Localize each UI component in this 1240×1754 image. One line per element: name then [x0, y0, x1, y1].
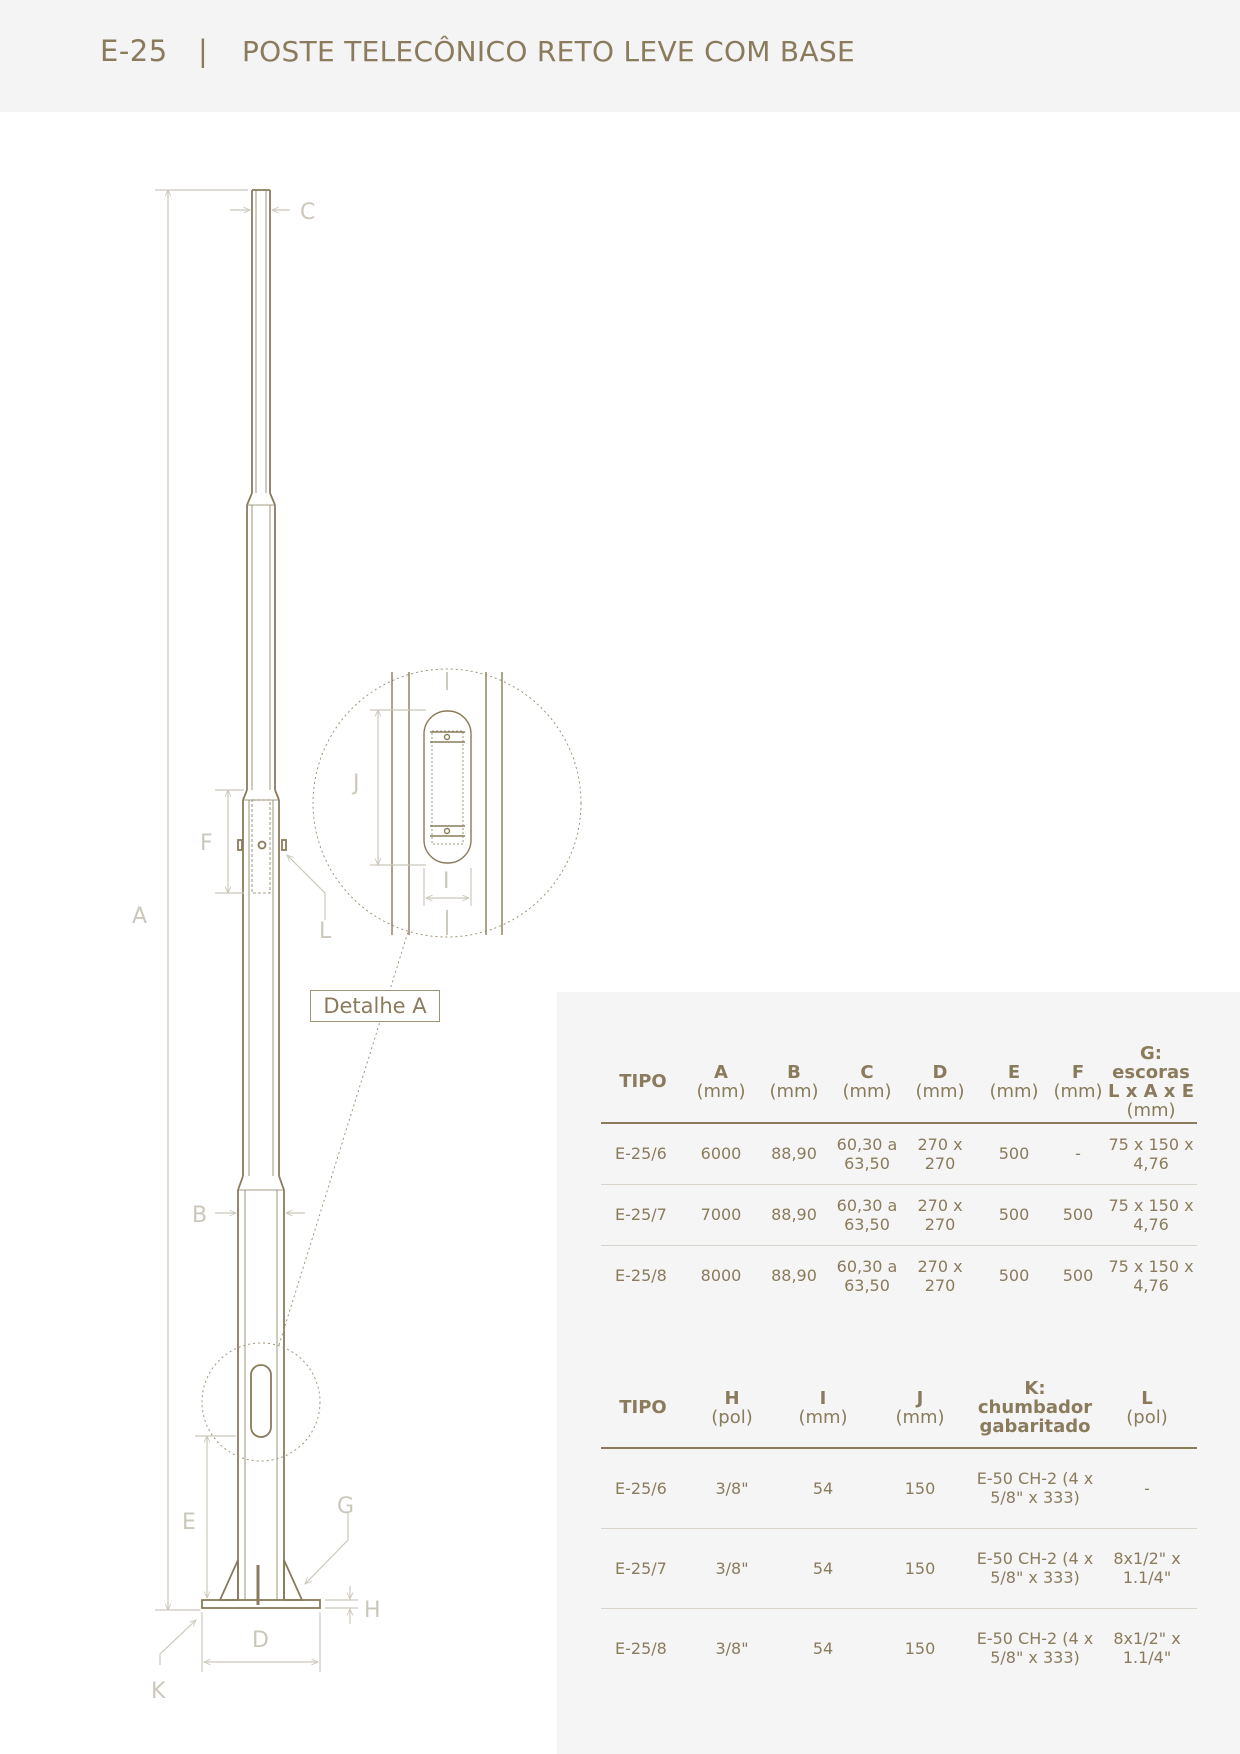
cell-i: 54 [812, 1478, 834, 1498]
cell-d: 270 x 270 [917, 1195, 963, 1234]
pole-outline [202, 190, 320, 1608]
accessories-table [601, 1368, 1197, 1688]
cell-e: 500 [998, 1205, 1030, 1224]
col-header-d: D (mm) [915, 1061, 965, 1102]
col-header-h: H (pol) [711, 1387, 753, 1428]
cell-a: 7000 [700, 1205, 742, 1224]
cell-h: 3/8" [715, 1478, 749, 1498]
detail-dimension-lines [370, 710, 471, 906]
cell-b: 88,90 [771, 1205, 817, 1224]
cell-tipo: E-25/8 [615, 1638, 667, 1658]
dim-label-b: B [192, 1203, 208, 1228]
product-title: POSTE TELECÔNICO RETO LEVE COM BASE [242, 35, 855, 68]
col-header-i: I (mm) [798, 1387, 848, 1428]
col-header-e: E (mm) [989, 1061, 1039, 1102]
dimensions-table [601, 1041, 1197, 1306]
cell-c: 60,30 a 63,50 [836, 1195, 898, 1234]
col-header-b: B (mm) [769, 1061, 819, 1102]
cell-e: 500 [998, 1144, 1030, 1164]
dim-label-i: I [443, 869, 450, 894]
cell-h: 3/8" [715, 1558, 749, 1578]
cell-b: 88,90 [771, 1144, 817, 1164]
cell-g: 75 x 150 x 4,76 [1108, 1195, 1194, 1234]
cell-b: 88,90 [771, 1266, 817, 1286]
col-header-tipo: TIPO [619, 1397, 667, 1418]
col-header-k: K: chumbador gabaritado [977, 1378, 1093, 1437]
col-header-g: G: escoras L x A x E (mm) [1108, 1042, 1194, 1121]
specs-panel [557, 992, 1240, 1754]
cell-tipo: E-25/6 [615, 1144, 667, 1164]
cell-i: 54 [812, 1558, 834, 1578]
table-row [601, 1448, 1197, 1528]
dim-label-c: C [300, 200, 316, 225]
cell-k: E-50 CH-2 (4 x 5/8" x 333) [976, 1629, 1094, 1668]
cell-tipo: E-25/7 [615, 1558, 667, 1578]
dim-label-a: A [132, 904, 148, 929]
dim-label-g: G [337, 1494, 355, 1519]
cell-f: - [1075, 1144, 1081, 1164]
dim-label-h: H [364, 1598, 381, 1623]
cell-j: 150 [904, 1638, 936, 1658]
cell-j: 150 [904, 1478, 936, 1498]
cell-g: 75 x 150 x 4,76 [1108, 1256, 1194, 1295]
cell-c: 60,30 a 63,50 [836, 1256, 898, 1295]
cell-d: 270 x 270 [917, 1134, 963, 1173]
table-row [601, 1528, 1197, 1608]
cell-f: 500 [1062, 1205, 1094, 1224]
detail-a-view [392, 672, 502, 935]
col-header-l: L (pol) [1126, 1387, 1168, 1428]
table-row [601, 1608, 1197, 1688]
cell-j: 150 [904, 1558, 936, 1578]
dim-label-e: E [182, 1510, 196, 1535]
cell-tipo: E-25/8 [615, 1266, 667, 1286]
table-row [601, 1245, 1197, 1306]
cell-a: 8000 [700, 1266, 742, 1286]
detail-a-label: Detalhe A [310, 990, 440, 1022]
col-header-j: J (mm) [895, 1387, 945, 1428]
cell-l: 8x1/2" x 1.1/4" [1113, 1549, 1181, 1587]
cell-tipo: E-25/6 [615, 1478, 667, 1498]
dim-label-f: F [200, 831, 213, 856]
table-header-row [601, 1368, 1197, 1448]
cell-e: 500 [998, 1266, 1030, 1286]
dim-label-l: L [319, 919, 332, 944]
cell-g: 75 x 150 x 4,76 [1108, 1134, 1194, 1173]
cell-d: 270 x 270 [917, 1256, 963, 1295]
header-separator: | [198, 34, 208, 68]
col-header-f: F (mm) [1053, 1061, 1103, 1102]
cell-k: E-50 CH-2 (4 x 5/8" x 333) [976, 1469, 1094, 1508]
table-header-row [601, 1041, 1197, 1123]
cell-l: - [1144, 1478, 1150, 1498]
col-header-a: A (mm) [696, 1061, 746, 1102]
product-code: E-25 [100, 34, 168, 68]
table-row [601, 1184, 1197, 1245]
table-row [601, 1123, 1197, 1184]
dim-label-d: D [252, 1628, 269, 1653]
cell-l: 8x1/2" x 1.1/4" [1113, 1629, 1181, 1668]
dim-label-j: J [353, 771, 360, 796]
cell-f: 500 [1062, 1266, 1094, 1286]
cell-i: 54 [812, 1638, 834, 1658]
cell-a: 6000 [700, 1144, 742, 1164]
cell-c: 60,30 a 63,50 [836, 1134, 898, 1173]
dim-label-k: K [151, 1679, 166, 1704]
cell-h: 3/8" [715, 1638, 749, 1658]
cell-tipo: E-25/7 [615, 1205, 667, 1224]
cell-k: E-50 CH-2 (4 x 5/8" x 333) [976, 1549, 1094, 1587]
col-header-tipo: TIPO [619, 1071, 667, 1092]
col-header-c: C (mm) [842, 1061, 892, 1102]
